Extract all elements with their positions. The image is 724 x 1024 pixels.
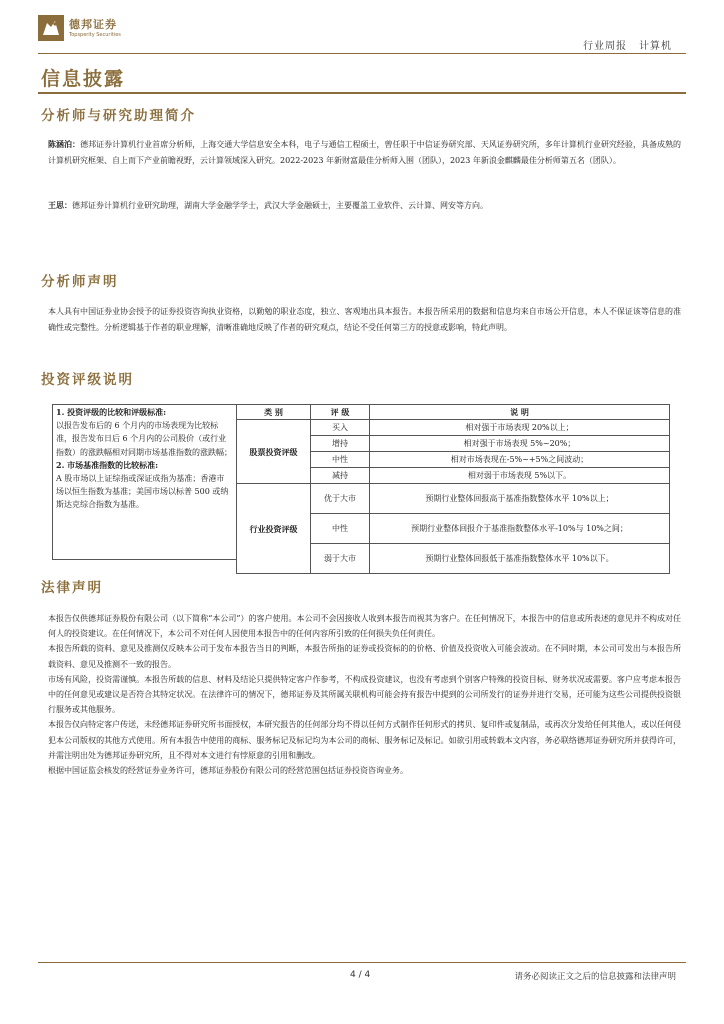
header-divider <box>38 53 686 54</box>
report-type: 行业周报 <box>583 41 627 52</box>
title-divider <box>38 92 686 94</box>
company-logo-icon <box>38 15 64 41</box>
rating-criteria-h2: 2. 市场基准指数的比较标准: <box>56 459 159 470</box>
legal-text <box>48 611 681 778</box>
rating-criteria-t2: A 股市场以上证综指或深证成指为基准；香港市场以恒生指数为基准；美国市场以标普 500 或纳斯达克综合指数为基准。 <box>56 474 229 510</box>
rating-criteria-t1: 以报告发布后的 6 个月内的市场表现为比较标准，报告发布日后 6 个月内的公司股价（或行业指数）的涨跌幅相对同期市场基准指数的涨跌幅； <box>56 421 232 457</box>
logo-name-en: Topsperity Securities <box>69 31 121 38</box>
stock-desc: 相对弱于市场表现 5%以下。 <box>370 468 670 484</box>
rating-criteria-h1: 1. 投资评级的比较和评级标准: <box>56 407 167 417</box>
analyst-intro-p2 <box>48 198 681 214</box>
rating-criteria <box>52 404 236 514</box>
logo-name-cn: 德邦证券 <box>69 17 117 31</box>
legal-paragraph: 本报告所载的资料、意见及推测仅反映本公司于发布本报告当日的判断，本报告所指的证券或投资标的的价格、价值及投资收入可能会波动。在不同时期，本公司可发出与本报告所载资料、意见及推测不一致的报告。 <box>48 644 681 669</box>
stock-rating: 增持 <box>311 436 370 452</box>
col-category: 类 别 <box>237 405 311 420</box>
analyst-statement-heading: 分析师声明 <box>41 274 119 290</box>
footer-divider <box>38 962 686 963</box>
stock-rating: 中性 <box>311 452 370 468</box>
col-rating: 评 级 <box>311 405 370 420</box>
industry-category: 行业投资评级 <box>237 484 311 574</box>
table-row <box>237 420 670 436</box>
stock-rating: 减持 <box>311 468 370 484</box>
legal-heading: 法律声明 <box>41 580 103 596</box>
industry-desc: 预期行业整体回报高于基准指数整体水平 10%以上； <box>370 484 670 514</box>
analyst-statement-text: 本人具有中国证券业协会授予的证券投资咨询执业资格，以勤勉的职业态度，独立、客观地出具本报告。本报告所采用的数据和信息均来自市场公开信息，本人不保证该等信息的准确性或完整性。分析逻辑基于作者的职业理解，清晰准确地反映了作者的研究观点，结论不受任何第三方的授意或影响，特此声明。 <box>48 307 681 332</box>
company-logo <box>38 15 148 41</box>
stock-desc: 相对强于市场表现 20%以上； <box>370 420 670 436</box>
analyst-1-bio: 德邦证券计算机行业首席分析师，上海交通大学信息安全本科，电子与通信工程硕士，曾任职于中信证券研究部、天风证券研究所，多年计算机行业研究经验，具备成熟的计算机研究框架、自上而下产业前瞻视野，云计算领域深入研究。2022-2023 年新财富最佳分析师入围（团队），2023 年新浪金麒麟最佳分析师第五名（团队）。 <box>48 140 682 165</box>
analyst-intro-p1 <box>48 137 681 168</box>
industry-rating: 中性 <box>311 514 370 544</box>
stock-category: 股票投资评级 <box>237 420 311 484</box>
legal-paragraph: 本报告仅供德邦证券股份有限公司（以下简称“本公司”）的客户使用。本公司不会因接收人收到本报告而视其为客户。在任何情况下，本报告中的信息或所表述的意见并不构成对任何人的投资建议。在任何情况下，本公司不对任何人因使用本报告中的任何内容所引致的任何损失负任何责任。 <box>48 614 681 639</box>
page-title: 信息披露 <box>41 68 126 90</box>
rating-heading: 投资评级说明 <box>41 372 134 388</box>
report-sector: 计算机 <box>639 41 672 52</box>
analyst-1-name: 陈涵泊： <box>48 139 81 149</box>
col-desc: 说 明 <box>370 405 670 420</box>
stock-rating: 买入 <box>311 420 370 436</box>
industry-desc: 预期行业整体回报介于基准指数整体水平-10%与 10%之间； <box>370 514 670 544</box>
legal-paragraph: 根据中国证监会核发的经营证券业务许可，德邦证券股份有限公司的经营范围包括证券投资咨询业务。 <box>48 766 408 776</box>
rating-table <box>236 404 670 574</box>
analyst-2-name: 王思： <box>48 200 72 210</box>
legal-paragraph: 市场有风险，投资需谨慎。本报告所载的信息、材料及结论只提供特定客户作参考，不构成投资建议，也没有考虑到个别客户特殊的投资目标、财务状况或需要。客户应考虑本报告中的任何意见或建议是否符合其特定状况。在法律许可的情况下，德邦证券及其所属关联机构可能会持有报告中提到的公司所发行的证券并进行交易，还可能为这些公司提供投资银行服务或其他服务。 <box>48 674 681 715</box>
footer-note: 请务必阅读正文之后的信息披露和法律声明 <box>514 972 676 982</box>
stock-desc: 相对强于市场表现 5%~20%； <box>370 436 670 452</box>
stock-desc: 相对市场表现在-5%~+5%之间波动； <box>370 452 670 468</box>
analyst-2-bio: 德邦证券计算机行业研究助理，湖南大学金融学学士，武汉大学金融硕士，主要覆盖工业软件、云计算、网安等方向。 <box>72 201 488 210</box>
legal-paragraph: 本报告仅向特定客户传送，未经德邦证券研究所书面授权，本研究报告的任何部分均不得以任何方式制作任何形式的拷贝、复印件或复制品，或再次分发给任何其他人，或以任何侵犯本公司版权的其他方式使用。所有本报告中使用的商标、服务标记及标记均为本公司的商标、服务标记及标记。如欲引用或转载本文内容，务必联络德邦证券研究所并获得许可，并需注明出处为德邦证券研究所，且不得对本文进行有悖原意的引用和删改。 <box>48 720 681 760</box>
rating-table-header <box>237 405 670 420</box>
header-tags <box>583 37 672 52</box>
industry-rating: 优于大市 <box>311 484 370 514</box>
industry-desc: 预期行业整体回报低于基准指数整体水平 10%以下。 <box>370 544 670 574</box>
page-number: 4 / 4 <box>350 970 371 980</box>
analyst-intro-heading: 分析师与研究助理简介 <box>41 108 196 124</box>
industry-rating: 弱于大市 <box>311 544 370 574</box>
table-row <box>237 484 670 514</box>
